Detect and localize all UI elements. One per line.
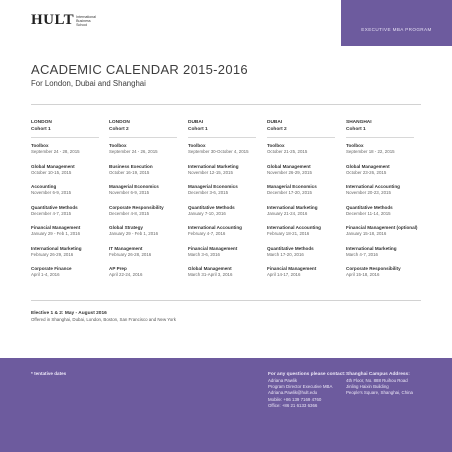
course-name: Global Management	[31, 163, 75, 169]
hult-logo	[31, 13, 96, 28]
course-name: Toolbox	[267, 143, 285, 148]
column-cohort: Cohort 1	[31, 127, 51, 132]
course-name: Toolbox	[188, 143, 206, 148]
column-divider	[346, 137, 414, 138]
course-entry	[346, 225, 422, 246]
column-divider	[267, 137, 335, 138]
course-entry	[346, 205, 422, 226]
course-date: December 11-14, 2015	[346, 210, 391, 216]
course-entry	[31, 184, 107, 205]
course-date: September 30-October 4, 2015	[188, 149, 249, 154]
course-entry	[31, 266, 107, 287]
column-city: LONDON	[31, 120, 52, 125]
course-name: Global Management	[188, 266, 232, 271]
program-label: EXECUTIVE MBA PROGRAM	[361, 27, 432, 32]
course-name: Managerial Economics	[267, 184, 317, 189]
calendar-column	[346, 119, 422, 287]
course-name: Corporate Responsibility	[109, 204, 164, 210]
course-date: March 4-7, 2016	[346, 251, 378, 257]
course-name: International Marketing	[31, 245, 82, 251]
course-date: January 7-10, 2016	[188, 210, 226, 216]
course-name: Corporate Finance	[31, 266, 72, 271]
course-entry	[31, 225, 107, 246]
divider-bottom	[31, 300, 421, 301]
course-date: November 6-9, 2015	[31, 190, 72, 195]
course-date: April 1-4, 2016	[31, 272, 60, 277]
column-divider	[188, 137, 256, 138]
campus-line: Jinling Haixin Building	[346, 384, 389, 390]
course-date: December 4-8, 2015	[109, 210, 150, 216]
course-date: February 18-21, 2016	[267, 231, 310, 236]
course-name: Quantitative Methods	[267, 245, 314, 251]
course-name: International Accounting	[267, 225, 321, 230]
course-date: April 14-17, 2016	[267, 272, 301, 277]
course-name: Toolbox	[109, 143, 127, 148]
logo-tagline: International Business School	[76, 15, 96, 27]
course-name: International Marketing	[267, 204, 318, 210]
course-date: March 3-6, 2016	[188, 251, 220, 257]
course-date: February 26-29, 2016	[31, 251, 74, 257]
course-date: February 4-7, 2016	[188, 231, 226, 236]
contact-block	[268, 371, 346, 409]
calendar-column	[267, 119, 343, 287]
course-entry	[109, 164, 185, 185]
course-entry	[188, 246, 264, 267]
course-name: International Accounting	[188, 225, 242, 230]
column-city: SHANGHAI	[346, 120, 372, 125]
course-date: September 18 - 22, 2015	[346, 149, 395, 154]
course-entry	[267, 266, 343, 287]
course-entry	[109, 225, 185, 246]
course-date: January 15-18, 2016	[346, 231, 387, 236]
footer-band	[0, 358, 452, 452]
course-name: Financial Management	[31, 225, 81, 230]
course-name: Corporate Responsibility	[346, 266, 401, 271]
campus-line: People's Square, Shanghai, China	[346, 390, 413, 396]
course-entry	[188, 225, 264, 246]
calendar-column	[109, 119, 185, 287]
course-entry	[346, 184, 422, 205]
elective-title: Elective 1 & 2: May - August 2016	[31, 311, 107, 316]
course-entry	[109, 184, 185, 205]
contact-office: Office: +86 21 6133 6366	[268, 402, 318, 408]
course-name: International Marketing	[346, 245, 397, 251]
course-date: October 21-25, 2015	[267, 149, 308, 154]
course-entry	[346, 246, 422, 267]
course-entry	[109, 205, 185, 226]
course-date: November 6-9, 2015	[109, 190, 150, 195]
course-name: Managerial Economics	[109, 184, 159, 189]
course-entry	[188, 184, 264, 205]
column-cohort: Cohort 2	[109, 127, 129, 132]
course-entry	[109, 143, 185, 164]
contact-line: Program Director Executive MBA	[268, 384, 333, 390]
course-entry	[188, 164, 264, 185]
course-name: Financial Management	[188, 245, 238, 251]
course-date: October 16-19, 2015	[109, 169, 150, 175]
course-date: January 29 - Feb 1, 2016	[31, 231, 81, 236]
course-date: April 22-24, 2016	[109, 272, 143, 277]
logo-wordmark: HULT	[31, 12, 75, 28]
course-entry	[188, 205, 264, 226]
course-name: International Accounting	[346, 184, 400, 189]
column-cohort: Cohort 1	[346, 127, 366, 132]
column-city: DUBAI	[267, 120, 283, 125]
course-name: Managerial Economics	[188, 184, 238, 189]
course-date: September 24 - 26, 2015	[109, 149, 158, 154]
course-name: Quantitative Methods	[31, 204, 78, 210]
contact-heading: For any questions please contact:	[268, 372, 346, 377]
course-date: March 31-April 3, 2016	[188, 272, 233, 277]
course-date: November 20-23, 2015	[346, 190, 391, 195]
course-entry	[188, 143, 264, 164]
course-name: Financial Management (optional)	[346, 225, 418, 230]
contact-email[interactable]: Adriana.Pawlik@hult.edu	[268, 390, 318, 396]
course-name: Accounting	[31, 184, 57, 189]
program-band	[341, 0, 452, 46]
column-city: DUBAI	[188, 120, 204, 125]
contact-line: Adriana Pawlik	[268, 378, 298, 383]
calendar-column	[188, 119, 264, 287]
elective-text: Offered in Shanghai, Dubai, London, Boston, San Francisco and New York	[31, 317, 176, 322]
course-date: December 4-7, 2015	[31, 210, 72, 216]
course-date: October 23-26, 2015	[346, 169, 387, 175]
course-entry	[188, 266, 264, 287]
course-date: January 29 - Feb 1, 2016	[109, 231, 159, 236]
course-entry	[31, 143, 107, 164]
course-date: October 10-15, 2015	[31, 169, 72, 175]
course-name: International Marketing	[188, 163, 239, 169]
column-divider	[31, 137, 99, 138]
tentative-note: * tentative dates	[31, 371, 67, 376]
course-entry	[109, 266, 185, 287]
course-name: IT Management	[109, 245, 143, 251]
course-entry	[109, 246, 185, 267]
course-date: December 3-6, 2015	[188, 190, 229, 195]
course-date: February 26-28, 2016	[109, 251, 152, 257]
course-entry	[31, 164, 107, 185]
column-cohort: Cohort 2	[267, 127, 287, 132]
course-entry	[267, 184, 343, 205]
course-date: December 17-20, 2015	[267, 190, 312, 195]
course-entry	[346, 164, 422, 185]
course-date: March 17-20, 2016	[267, 251, 304, 257]
course-name: Quantitative Methods	[188, 204, 235, 210]
course-entry	[346, 143, 422, 164]
column-cohort: Cohort 1	[188, 127, 208, 132]
course-name: Financial Management	[267, 266, 317, 271]
page-title: ACADEMIC CALENDAR 2015-2016	[31, 62, 248, 77]
course-entry	[31, 205, 107, 226]
course-date: November 26-29, 2015	[267, 169, 312, 175]
elective-section	[31, 310, 176, 323]
course-entry	[31, 246, 107, 267]
calendar-column	[31, 119, 107, 287]
course-entry	[267, 246, 343, 267]
course-name: Quantitative Methods	[346, 204, 393, 210]
course-name: Global Strategy	[109, 225, 143, 230]
contact-mobile: Mobile: +86 139 7169 4760	[268, 396, 322, 402]
campus-line: 4th Floor, No. 888 Ruihou Road	[346, 378, 408, 383]
course-date: April 15-18, 2016	[346, 272, 380, 277]
course-name: Global Management	[267, 163, 311, 169]
course-date: November 12-15, 2015	[188, 169, 233, 175]
course-name: Toolbox	[346, 143, 364, 148]
course-name: Business Execution	[109, 163, 153, 169]
course-entry	[346, 266, 422, 287]
course-entry	[267, 143, 343, 164]
page-subtitle: For London, Dubai and Shanghai	[31, 79, 146, 88]
divider-top	[31, 104, 421, 105]
column-divider	[109, 137, 177, 138]
course-entry	[267, 164, 343, 185]
column-city: LONDON	[109, 120, 130, 125]
course-entry	[267, 205, 343, 226]
course-name: Global Management	[346, 163, 390, 169]
campus-address-block	[346, 371, 413, 397]
course-date: September 24 - 28, 2015	[31, 149, 80, 154]
course-name: Toolbox	[31, 143, 49, 148]
campus-heading: Shanghai Campus Address:	[346, 372, 410, 377]
course-date: January 21-24, 2016	[267, 210, 308, 216]
course-entry	[267, 225, 343, 246]
course-name: AP Prep	[109, 266, 127, 271]
